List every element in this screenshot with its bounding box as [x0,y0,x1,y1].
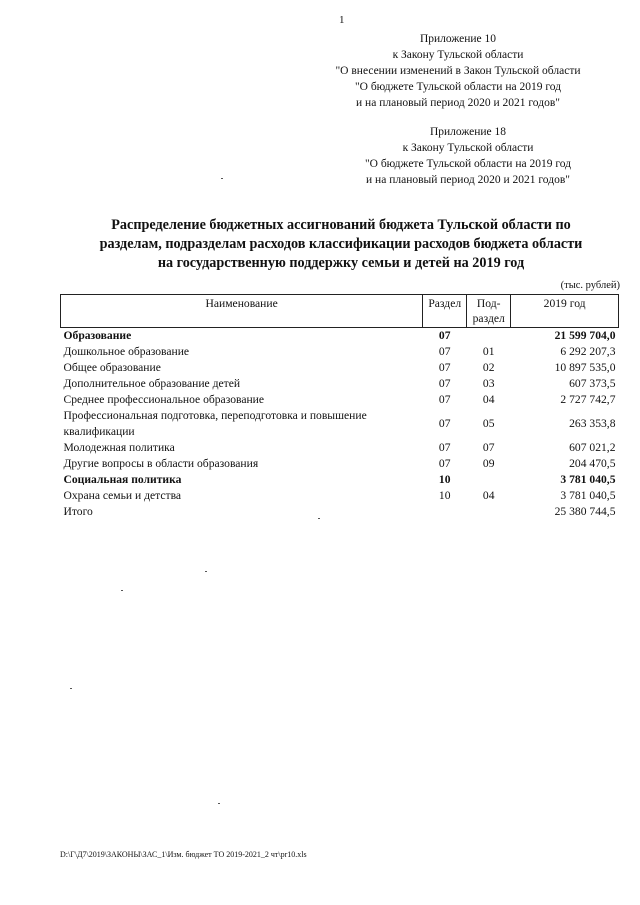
row-amount: 204 470,5 [569,457,616,470]
header-year: 2019 год [511,295,619,328]
table-row [61,440,619,456]
row-amount: 263 353,8 [569,417,616,430]
appendix-18-line: "О бюджете Тульской области на 2019 год [364,158,572,170]
units-label: (тыс. рублей) [560,280,620,291]
table-row [61,488,619,504]
row-subsection: 04 [482,489,495,502]
row-subsection [467,504,511,520]
header-subsection: Под- раздел [467,295,511,328]
row-name: Социальная политика [63,473,182,486]
row-amount: 6 292 207,3 [560,345,616,358]
row-amount: 2 727 742,7 [560,393,616,406]
table-row [61,456,619,472]
appendix-18-line: к Закону Тульской области [402,142,534,154]
row-subsection [467,328,511,345]
row-name: Итого [63,505,93,518]
row-name: Молодежная политика [63,441,175,454]
table-row [61,344,619,360]
scan-speck [121,590,123,591]
row-name: Общее образование [63,361,161,374]
row-amount: 3 781 040,5 [560,489,616,502]
row-name: Охрана семьи и детства [63,489,182,502]
row-amount: 10 897 535,0 [554,361,616,374]
page-number: 1 [339,14,345,26]
row-subsection: 01 [482,345,495,358]
row-subsection: 04 [482,393,495,406]
scan-speck [318,518,320,519]
scan-speck [70,688,72,689]
appendix-10-line: "О внесении изменений в Закон Тульской области [335,65,581,77]
title-line: на государственную поддержку семьи и детей на 2019 год [157,255,525,271]
row-section: 07 [438,457,451,470]
table-row [61,360,619,376]
row-section: 07 [438,417,451,430]
row-subsection [467,472,511,488]
appendix-10-line: к Закону Тульской области [392,49,524,61]
appendix-18-line: и на плановый период 2020 и 2021 годов" [366,174,570,186]
row-amount: 25 380 744,5 [554,505,616,518]
file-path-footer: D:\Г\Д7\2019\ЗАКОНЫ\ЗАС_1\Изм. бюджет ТО 2019-2021_2 чт\pr10.xls [60,850,307,859]
row-amount: 3 781 040,5 [560,473,616,486]
title-line: Распределение бюджетных ассигнований бюджета Тульской области по [111,217,571,233]
appendix-18-line: Приложение 18 [429,126,507,138]
appendix-10-header [318,31,598,111]
row-name: Профессиональная подготовка, переподготовка и повышение квалификации [63,409,367,438]
row-amount: 21 599 704,0 [554,329,616,342]
table-row [61,376,619,392]
row-section [423,504,467,520]
document-title [60,216,622,273]
header-section: Раздел [423,295,467,328]
scan-speck [218,803,220,804]
row-name: Дополнительное образование детей [63,377,241,390]
row-subsection: 02 [482,361,495,374]
row-amount: 607 021,2 [569,441,616,454]
row-amount: 607 373,5 [569,377,616,390]
row-subsection: 07 [482,441,495,454]
table-header-row [61,295,619,328]
row-subsection: 09 [482,457,495,470]
row-name: Образование [63,329,132,342]
appendix-10-line: Приложение 10 [419,33,497,45]
row-section: 10 [438,489,451,502]
row-section: 07 [438,361,451,374]
row-section: 07 [438,393,451,406]
table-row [61,328,619,345]
title-line: разделам, подразделам расходов классификации расходов бюджета области [99,236,583,252]
table-row [61,472,619,488]
table-row [61,408,619,440]
scan-speck [221,178,223,179]
row-section: 07 [438,377,451,390]
row-section: 10 [438,473,451,486]
row-section: 07 [438,329,451,342]
row-subsection: 03 [482,377,495,390]
row-name: Дошкольное образование [63,345,190,358]
row-section: 07 [438,345,451,358]
table-row [61,504,619,520]
row-subsection: 05 [482,417,495,430]
row-name: Среднее профессиональное образование [63,393,265,406]
appendix-10-line: и на плановый период 2020 и 2021 годов" [356,97,560,109]
row-section: 07 [438,441,451,454]
scan-speck [205,571,207,572]
table-row [61,392,619,408]
appendix-18-header [338,124,598,188]
appendix-10-line: "О бюджете Тульской области на 2019 год [354,81,562,93]
header-name: Наименование [61,295,423,328]
budget-table [60,294,619,520]
row-name: Другие вопросы в области образования [63,457,259,470]
